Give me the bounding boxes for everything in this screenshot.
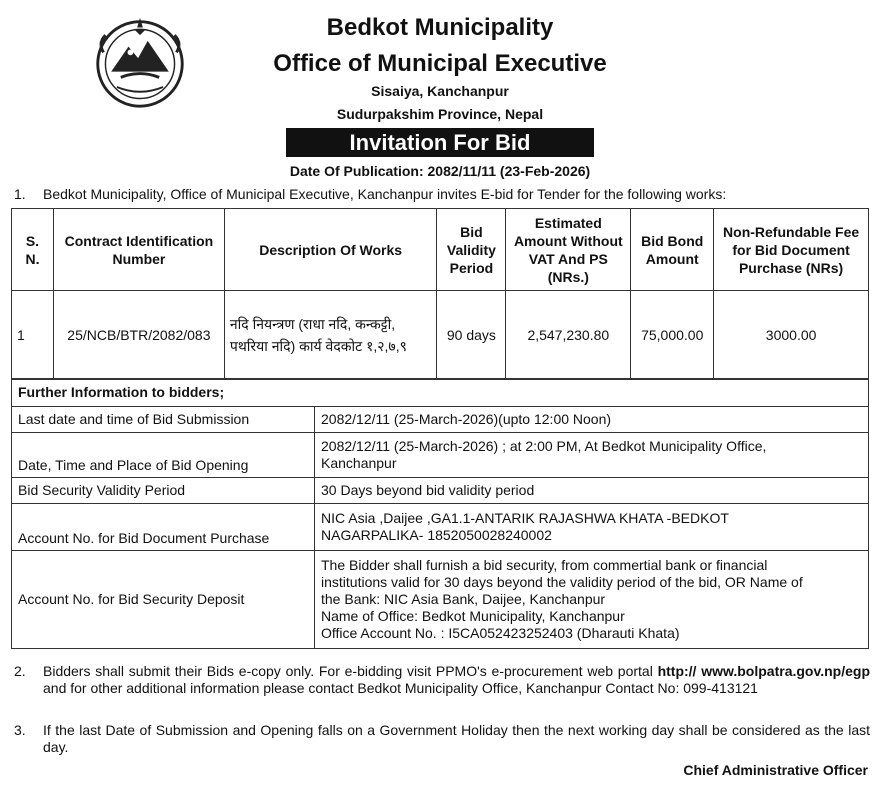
item-number: 1. bbox=[14, 186, 26, 202]
cell-bid-bond: 75,000.00 bbox=[631, 291, 714, 380]
info-row bbox=[12, 433, 869, 478]
info-value bbox=[315, 551, 869, 649]
info-value-line: Office Account No. : I5CA052423252403 (Dharauti Khata) bbox=[321, 625, 680, 641]
table-row bbox=[12, 291, 869, 380]
item-number: 2. bbox=[14, 663, 26, 679]
cell-fee: 3000.00 bbox=[714, 291, 869, 380]
info-value bbox=[315, 504, 869, 551]
further-info-heading: Further Information to bidders; bbox=[12, 379, 869, 407]
bid-table-header-row bbox=[12, 209, 869, 291]
bid-table bbox=[11, 208, 869, 380]
office-name: Office of Municipal Executive bbox=[273, 50, 607, 77]
address-line-1: Sisaiya, Kanchanpur bbox=[371, 83, 509, 99]
info-label: Account No. for Bid Security Deposit bbox=[12, 551, 315, 649]
info-value-line: NIC Asia ,Daijee ,GA1.1-ANTARIK RAJASHWA KHATA -BEDKOT bbox=[321, 510, 729, 526]
header-estimated-amount: Estimated Amount Without VAT And PS (NRs.) bbox=[506, 209, 631, 291]
header-sn: S. N. bbox=[12, 209, 54, 291]
intro-text: Bedkot Municipality, Office of Municipal Executive, Kanchanpur invites E-bid for Tender for the following works: bbox=[43, 186, 727, 202]
header-contract-id: Contract Identification Number bbox=[53, 209, 224, 291]
info-row bbox=[12, 504, 869, 551]
instruction-text: If the last Date of Submission and Opening falls on a Government Holiday then the next working day shall be considered as the last day. bbox=[43, 722, 870, 755]
info-value-line: 2082/12/11 (25-March-2026)(upto 12:00 Noon) bbox=[321, 411, 612, 427]
info-value bbox=[315, 433, 869, 478]
info-value-line: NAGARPALIKA- 1852050028240002 bbox=[321, 527, 552, 543]
cell-sn: 1 bbox=[12, 291, 54, 380]
info-label: Bid Security Validity Period bbox=[12, 478, 315, 504]
info-value-line: 2082/12/11 (25-March-2026) ; at 2:00 PM, At Bedkot Municipality Office, bbox=[321, 438, 767, 454]
info-label: Date, Time and Place of Bid Opening bbox=[12, 433, 315, 478]
info-value-line: 30 Days beyond bid validity period bbox=[321, 482, 535, 498]
info-value bbox=[315, 407, 869, 433]
info-value-line: Kanchanpur bbox=[321, 455, 397, 471]
intro-item bbox=[14, 186, 870, 203]
further-info-table bbox=[11, 378, 869, 649]
info-row bbox=[12, 478, 869, 504]
instruction-text bbox=[43, 663, 870, 697]
info-row bbox=[12, 407, 869, 433]
portal-link[interactable]: http:// www.bolpatra.gov.np/egp bbox=[657, 663, 870, 679]
header-validity: Bid Validity Period bbox=[437, 209, 506, 291]
cell-validity: 90 days bbox=[437, 291, 506, 380]
signatory-title: Chief Administrative Officer bbox=[683, 762, 868, 778]
info-row bbox=[12, 551, 869, 649]
item-number: 3. bbox=[14, 722, 26, 738]
municipality-name: Bedkot Municipality bbox=[326, 14, 554, 41]
info-value-line: Name of Office: Bedkot Municipality, Kanchanpur bbox=[321, 608, 625, 624]
info-label: Last date and time of Bid Submission bbox=[12, 407, 315, 433]
info-value-line: the Bank: NIC Asia Bank, Daijee, Kanchanpur bbox=[321, 591, 606, 607]
info-value-line: The Bidder shall furnish a bid security, from commertial bank or financial bbox=[321, 557, 768, 573]
instruction-item-2 bbox=[14, 663, 870, 697]
cell-description: नदि नियन्त्रण (राधा नदि, कन्कट्टी, पथरिया नदि) कार्य वेदकोट १,२,७,९ bbox=[224, 291, 437, 380]
notice-title-banner: Invitation For Bid bbox=[286, 128, 594, 157]
instruction-item-3 bbox=[14, 722, 870, 756]
instruction-text-part: Bidders shall submit their Bids e-copy only. For e-bidding visit PPMO's e-procurement web portal bbox=[43, 663, 658, 679]
cell-estimated-amount: 2,547,230.80 bbox=[506, 291, 631, 380]
publication-date: Date Of Publication: 2082/11/11 (23-Feb-2026) bbox=[289, 163, 591, 179]
instruction-text-part: and for other additional information please contact Bedkot Municipality Office, Kanchanpur Contact No: 099-413121 bbox=[43, 680, 758, 696]
info-value bbox=[315, 478, 869, 504]
header-bid-bond: Bid Bond Amount bbox=[631, 209, 714, 291]
address-line-2: Sudurpakshim Province, Nepal bbox=[336, 106, 544, 122]
info-value-line: institutions valid for 30 days beyond the validity period of the bid, OR Name of bbox=[321, 574, 803, 590]
header-description: Description Of Works bbox=[224, 209, 437, 291]
cell-contract-id: 25/NCB/BTR/2082/083 bbox=[53, 291, 224, 380]
header-fee: Non-Refundable Fee for Bid Document Purchase (NRs) bbox=[714, 209, 869, 291]
info-label: Account No. for Bid Document Purchase bbox=[12, 504, 315, 551]
